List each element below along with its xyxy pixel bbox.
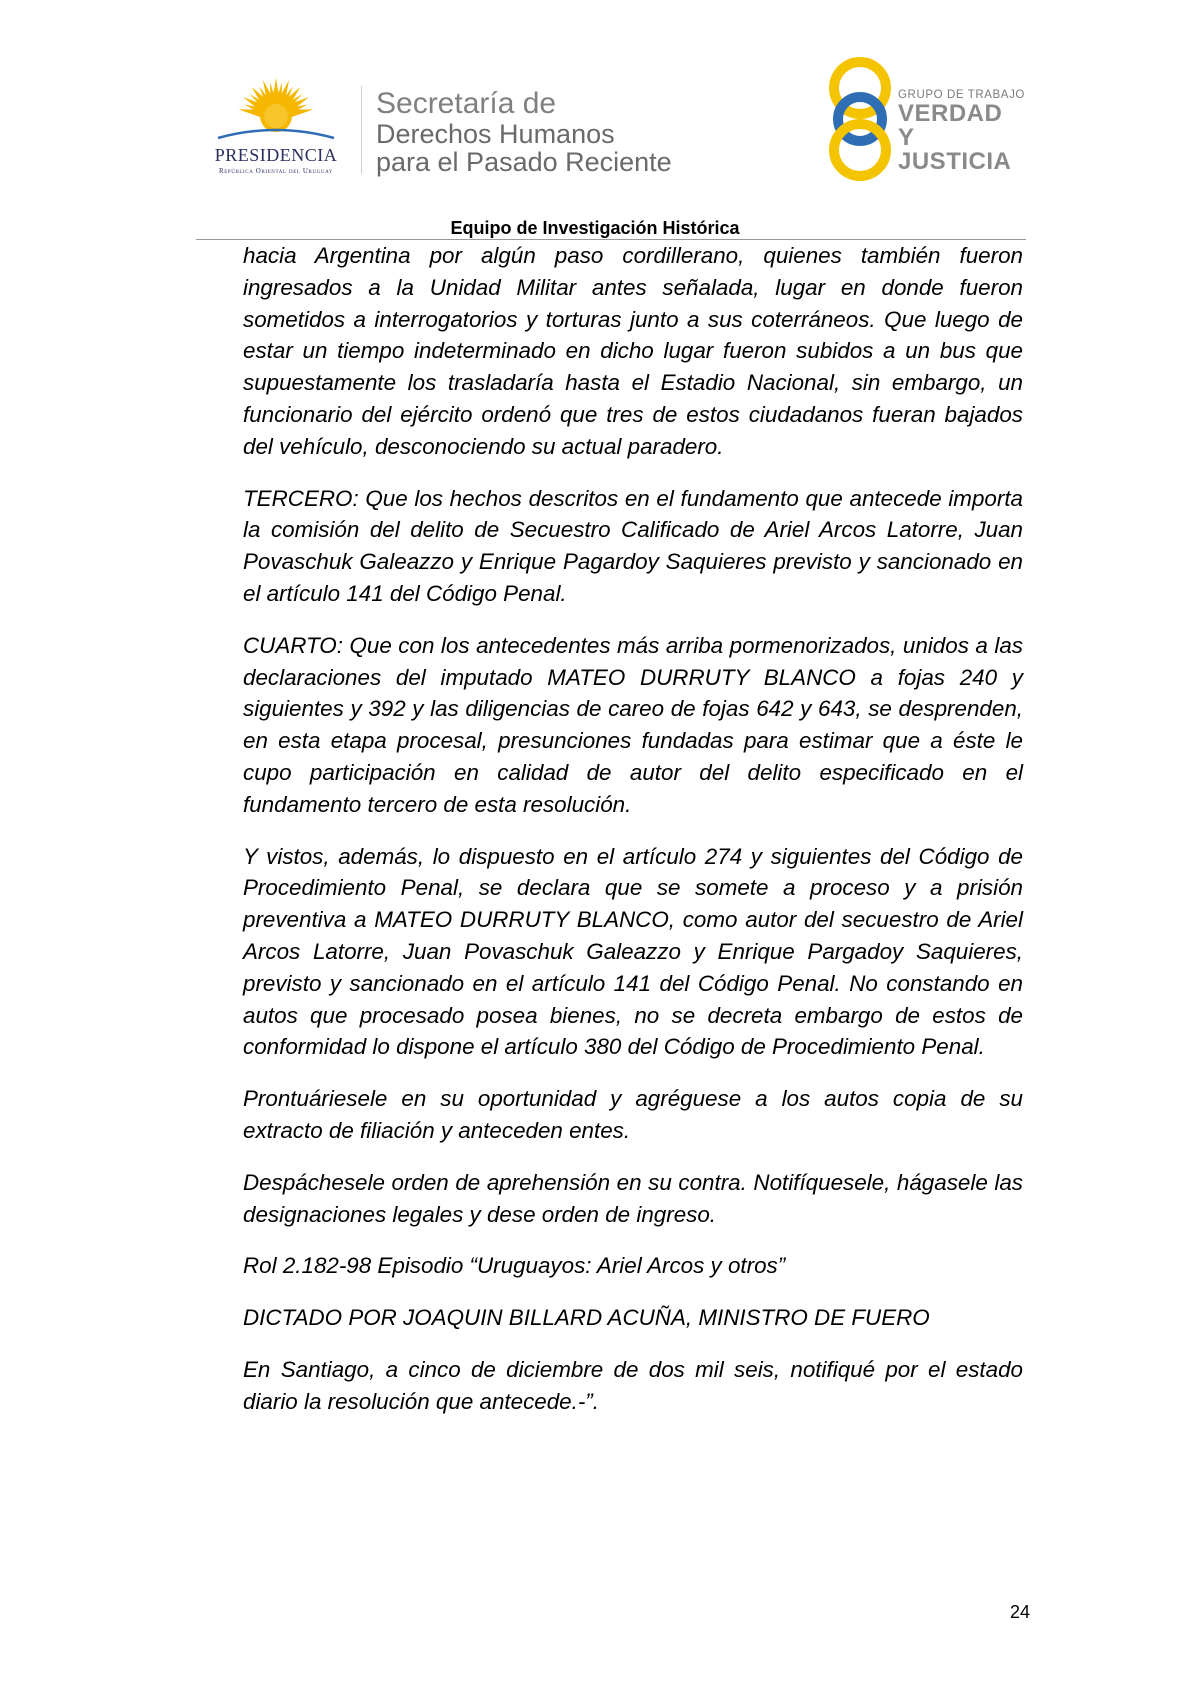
presidencia-name: PRESIDENCIA bbox=[214, 145, 338, 165]
team-heading: Equipo de Investigación Histórica bbox=[450, 218, 740, 238]
paragraph: En Santiago, a cinco de diciembre de dos mil seis, notifiqué por el estado diario la resolución que antecede.-”. bbox=[243, 1356, 1023, 1414]
secretaria-line3: para el Pasado Reciente bbox=[376, 147, 672, 177]
verdad-label: VERDAD Y bbox=[898, 100, 1003, 151]
paragraph: Rol 2.182-98 Episodio “Uruguayos: Ariel Arcos y otros” bbox=[243, 1253, 786, 1279]
paragraph: Despáchesele orden de aprehensión en su contra. Notifíquesele, hágasele las designaciones legales y dese orden de ingreso. bbox=[243, 1169, 1023, 1227]
secretaria-line2: Derechos Humanos bbox=[376, 119, 615, 149]
justicia-label: JUSTICIA bbox=[898, 148, 1012, 175]
paragraph: Prontuáriesele en su oportunidad y agréguese a los autos copia de su extracto de filiación y anteceden entes. bbox=[243, 1086, 1023, 1143]
paragraph: hacia Argentina por algún paso cordillerano, quienes también fueron ingresados a la Unidad Militar antes señalada, lugar en donde fueron sometidos a interrogatorios y torturas junto a sus coterráneos. Que luego de estar un tiempo indeterminado en dicho lugar fueron subidos a un bus que supuestamente los trasladaría hasta el Estadio Nacional, sin embargo, un funcionario del ejército ordenó que tres de estos ciudadanos fueran bajados del vehículo, desconociendo su actual paradero. bbox=[243, 243, 1023, 459]
paragraph: DICTADO POR JOAQUIN BILLARD ACUÑA, MINISTRO DE FUERO bbox=[243, 1305, 930, 1331]
presidencia-logo bbox=[196, 76, 356, 176]
paragraph: Y vistos, además, lo dispuesto en el artículo 274 y siguientes del Código de Procedimiento Penal, se declara que se somete a proceso y a prisión preventiva a MATEO DURRUTY BLANCO, como autor del secuestro de Ariel Arcos Latorre, Juan Povaschuk Galeazzo y Enrique Pargadoy Saquieres, previsto y sancionado en el artículo 141 del Código Penal. No constando en autos que procesado posea bienes, no se decreta embargo de estos de conformidad lo dispone el artículo 380 del Código de Procedimiento Penal. bbox=[243, 843, 1023, 1060]
header-divider bbox=[361, 86, 362, 174]
presidencia-subtitle: República Oriental del Uruguay bbox=[218, 167, 334, 175]
paragraph: TERCERO: Que los hechos descritos en el fundamento que antecede importa la comisión del delito de Secuestro Calificado de Ariel Arcos Latorre, Juan Povaschuk Galeazzo y Enrique Pagardoy Saquieres previsto y sancionado en el artículo 141 del Código Penal. bbox=[243, 485, 1023, 606]
verdad-justicia-logo bbox=[820, 56, 1025, 182]
linked-rings-icon bbox=[820, 56, 900, 182]
verdad-justicia-text bbox=[898, 88, 1025, 174]
grupo-label: GRUPO DE TRABAJO bbox=[898, 89, 1025, 101]
page-number: 24 bbox=[1009, 1602, 1030, 1622]
secretaria-title bbox=[376, 88, 672, 176]
document-body bbox=[243, 240, 1023, 1438]
secretaria-line1: Secretaría de bbox=[376, 87, 557, 120]
sun-icon bbox=[196, 76, 356, 146]
paragraph: CUARTO: Que con los antecedentes más arriba pormenorizados, unidos a las declaraciones del imputado MATEO DURRUTY BLANCO a fojas 240 y siguientes y 392 y las diligencias de careo de fojas 642 y 643, se desprenden, en esta etapa procesal, presunciones fundadas para estimar que a éste le cupo participación en calidad de autor del delito especificado en el fundamento tercero de esta resolución. bbox=[243, 632, 1023, 817]
